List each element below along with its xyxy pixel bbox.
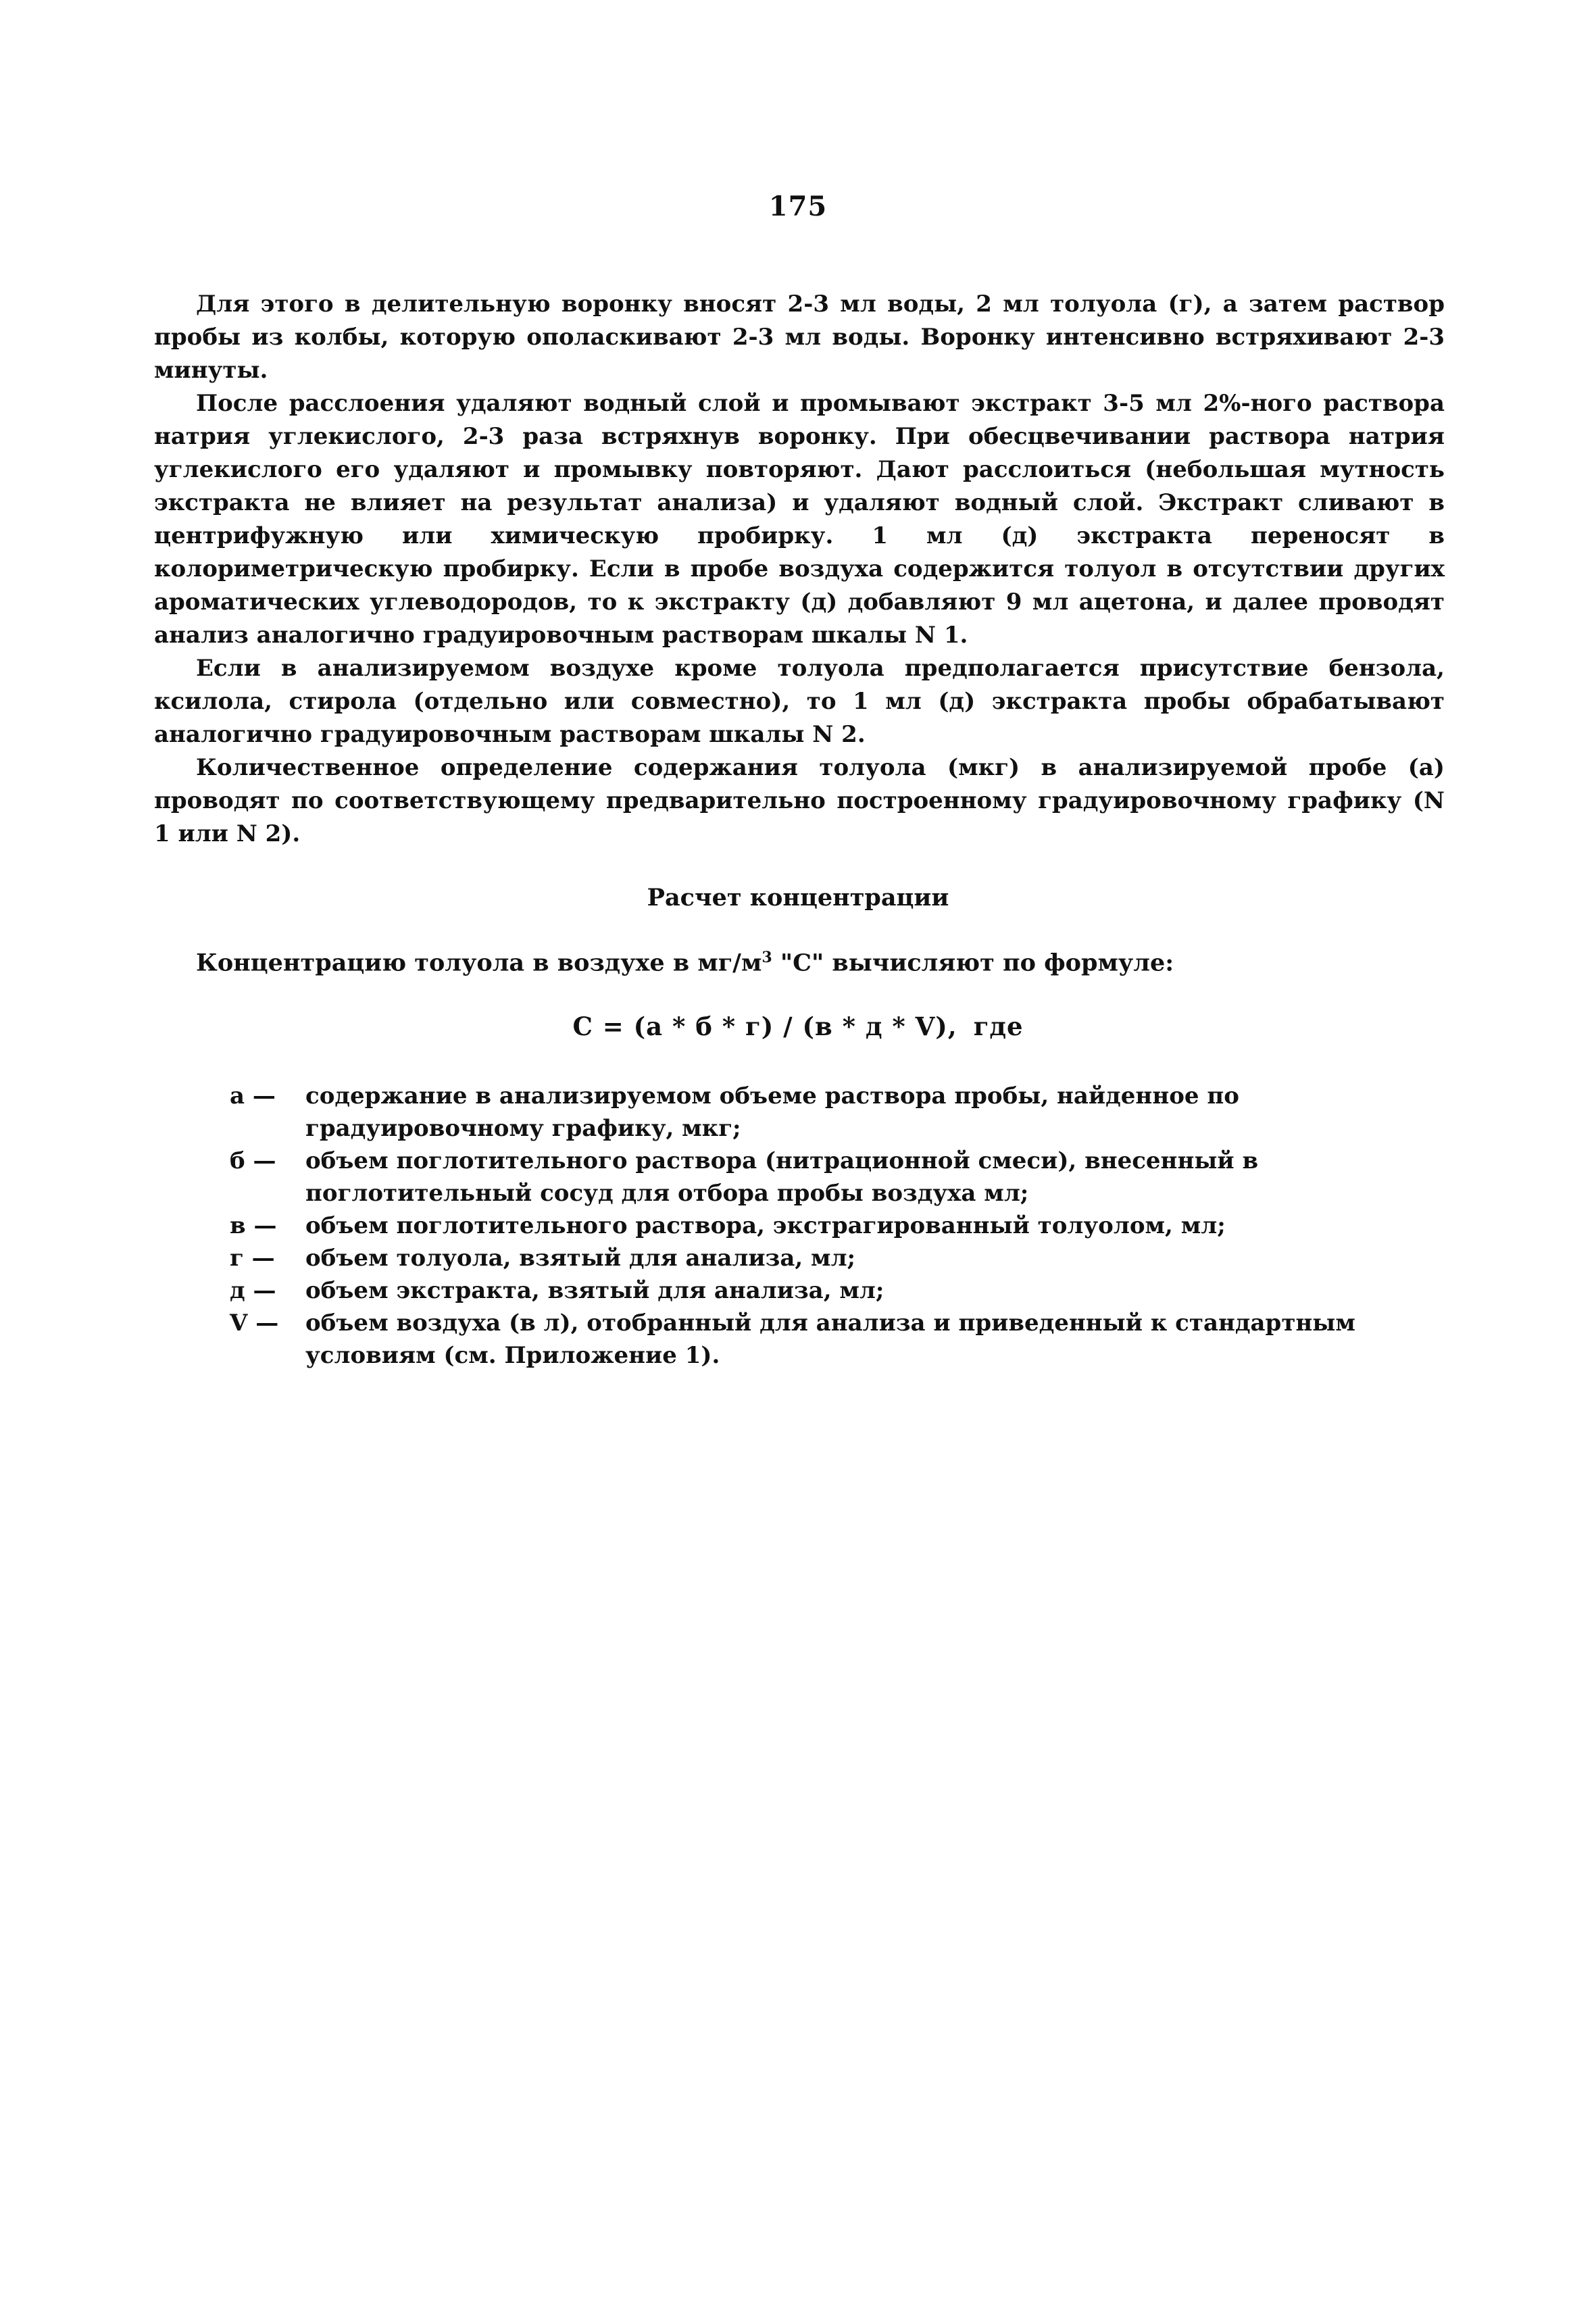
legend-description: содержание в анализируемом объеме раствора пробы, найденное по градуировочному графику, мкг; bbox=[305, 1082, 1239, 1142]
legend-item bbox=[230, 1274, 1419, 1307]
formula-expression: С = (а * б * г) / (в * д * V), bbox=[572, 1012, 957, 1041]
legend-symbol: в — bbox=[230, 1212, 277, 1239]
body-text bbox=[154, 288, 1445, 851]
formula bbox=[0, 1012, 1596, 1041]
legend-symbol: а — bbox=[230, 1082, 276, 1110]
formula-intro bbox=[196, 949, 1446, 977]
legend-symbol: V — bbox=[230, 1310, 279, 1337]
formula-intro-text: Концентрацию толуола в воздухе в мг/м bbox=[196, 949, 762, 977]
legend-item bbox=[230, 1307, 1419, 1372]
legend-symbol: б — bbox=[230, 1147, 276, 1174]
paragraph: Количественное определение содержания толуола (мкг) в анализируемой пробе (а) проводят по соответствующему предварительно построенному градуировочному графику (N 1 или N 2). bbox=[154, 754, 1445, 847]
legend-description: объем поглотительного раствора, экстрагированный толуолом, мл; bbox=[305, 1212, 1226, 1239]
paragraph: После расслоения удаляют водный слой и промывают экстракт 3-5 мл 2%-ного раствора натрия углекислого, 2-3 раза встряхнув воронку. При обесцвечивании раствора натрия углекислого его удаляют и промывку повторяют. Дают расслоиться (небольшая мутность экстракта не влияет на результат анализа) и удаляют водный слой. Экстракт сливают в центрифужную или химическую пробирку. 1 мл (д) экстракта переносят в колориметрическую пробирку. Если в пробе воздуха содержится толуол в отсутствии других ароматических углеводородов, то к экстракту (д) добавляют 9 мл ацетона, и далее проводят анализ аналогично градуировочным растворам шкалы N 1. bbox=[154, 390, 1445, 649]
legend-symbol: г — bbox=[230, 1245, 275, 1272]
legend-item bbox=[230, 1242, 1419, 1274]
variable-legend bbox=[230, 1080, 1419, 1372]
legend-item bbox=[230, 1210, 1419, 1242]
legend-item bbox=[230, 1145, 1419, 1210]
legend-description: объем воздуха (в л), отобранный для анализа и приведенный к стандартным условиям (см. Приложение 1). bbox=[305, 1310, 1355, 1369]
paragraph: Для этого в делительную воронку вносят 2-3 мл воды, 2 мл толуола (г), а затем раствор пробы из колбы, которую ополаскивают 2-3 мл воды. Воронку интенсивно встряхивают 2-3 минуты. bbox=[154, 291, 1445, 384]
formula-intro-text-end: "С" вычисляют по формуле: bbox=[772, 949, 1174, 977]
formula-where: где bbox=[973, 1012, 1024, 1041]
legend-description: объем толуола, взятый для анализа, мл; bbox=[305, 1245, 856, 1272]
page-number: 175 bbox=[768, 191, 828, 222]
paragraph: Если в анализируемом воздухе кроме толуола предполагается присутствие бензола, ксилола, стирола (отдельно или совместно), то 1 мл (д) экстракта пробы обрабатывают аналогично градуировочным растворам шкалы N 2. bbox=[154, 655, 1445, 748]
legend-item bbox=[230, 1080, 1419, 1145]
section-title: Расчет концентрации bbox=[647, 884, 949, 912]
formula-intro-superscript: 3 bbox=[762, 949, 772, 966]
legend-description: объем поглотительного раствора (нитрационной смеси), внесенный в поглотительный сосуд для отбора пробы воздуха мл; bbox=[305, 1147, 1259, 1207]
legend-symbol: д — bbox=[230, 1277, 276, 1304]
legend-description: объем экстракта, взятый для анализа, мл; bbox=[305, 1277, 884, 1304]
